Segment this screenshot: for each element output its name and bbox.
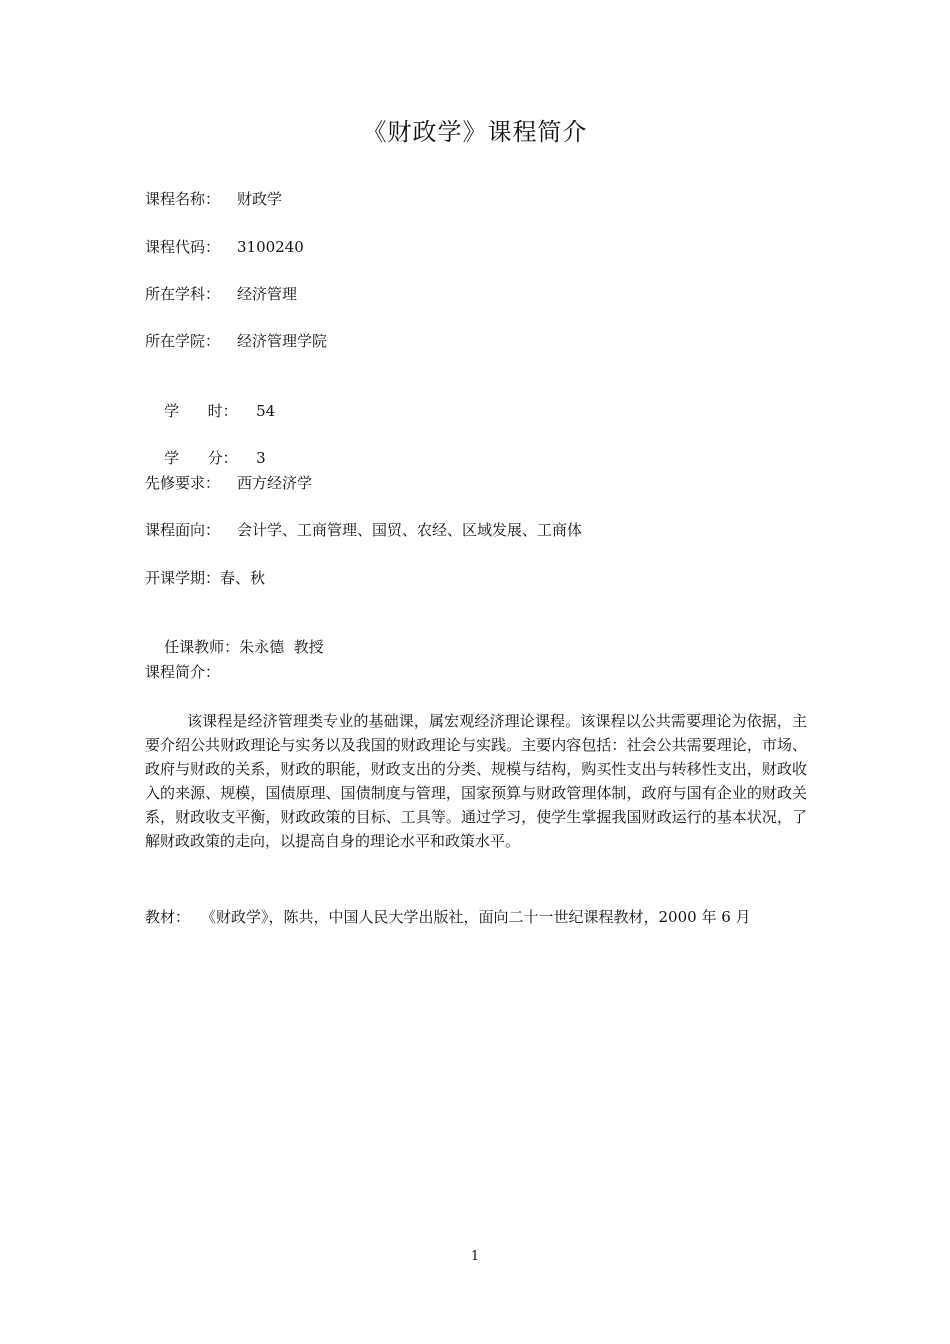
textbook-value: 《财政学》，陈共，中国人民大学出版社，面向二十一世纪课程教材，2000 年 6 月 bbox=[201, 908, 751, 926]
field-value: 经济管理学院 bbox=[237, 332, 328, 350]
field-value: 财政学 bbox=[237, 190, 283, 208]
field-prerequisite bbox=[145, 472, 312, 494]
field-label: 开课学期： bbox=[145, 569, 221, 587]
textbook-label: 教材： bbox=[145, 908, 191, 926]
field-label: 学 分： bbox=[164, 449, 238, 467]
page-number: 1 bbox=[470, 1249, 480, 1264]
field-value: 54 bbox=[256, 402, 276, 420]
field-value: 朱永德 教授 bbox=[239, 638, 324, 656]
field-value: 经济管理 bbox=[237, 285, 298, 303]
field-value: 会计学、工商管理、国贸、农经、区域发展、工商体 bbox=[237, 521, 583, 539]
field-semester bbox=[145, 567, 265, 589]
field-course-name bbox=[145, 188, 282, 210]
field-value: 春、秋 bbox=[220, 569, 266, 587]
field-label: 所在学院： bbox=[145, 332, 221, 350]
intro-paragraph: 该课程是经济管理类专业的基础课，属宏观经济理论课程。该课程以公共需要理论为依据，主要介绍公共财政理论与实务以及我国的财政理论与实践。主要内容包括：社会公共需要理论，市场、政府与财政的关系，财政的职能，财政支出的分类、规模与结构，购买性支出与转移性支出，财政收入的来源、规模，国债原理、国债制度与管理，国家预算与财政管理体制，政府与国有企业的财政关系，财政收支平衡，财政政策的目标、工具等。通过学习，使学生掌握我国财政运行的基本状况，了解财政政策的走向，以提高自身的理论水平和政策水平。 bbox=[145, 712, 807, 850]
textbook-line bbox=[145, 906, 751, 928]
field-label: 先修要求： bbox=[145, 474, 221, 492]
field-course-code bbox=[145, 236, 304, 258]
field-value: 3 bbox=[256, 449, 266, 467]
field-label: 课程代码： bbox=[145, 238, 221, 256]
field-label: 学 时： bbox=[164, 402, 238, 420]
page-title: 《财政学》课程简介 bbox=[362, 118, 588, 146]
field-value: 西方经济学 bbox=[237, 474, 313, 492]
field-discipline bbox=[145, 283, 297, 305]
field-label: 课程面向： bbox=[145, 521, 221, 539]
field-label: 任课教师： bbox=[164, 638, 240, 656]
field-value: 3100240 bbox=[237, 238, 304, 256]
field-audience bbox=[145, 519, 582, 541]
field-college bbox=[145, 330, 327, 352]
field-label: 所在学科： bbox=[145, 285, 221, 303]
field-label: 课程名称： bbox=[145, 190, 221, 208]
intro-heading: 课程简介： bbox=[145, 663, 221, 681]
